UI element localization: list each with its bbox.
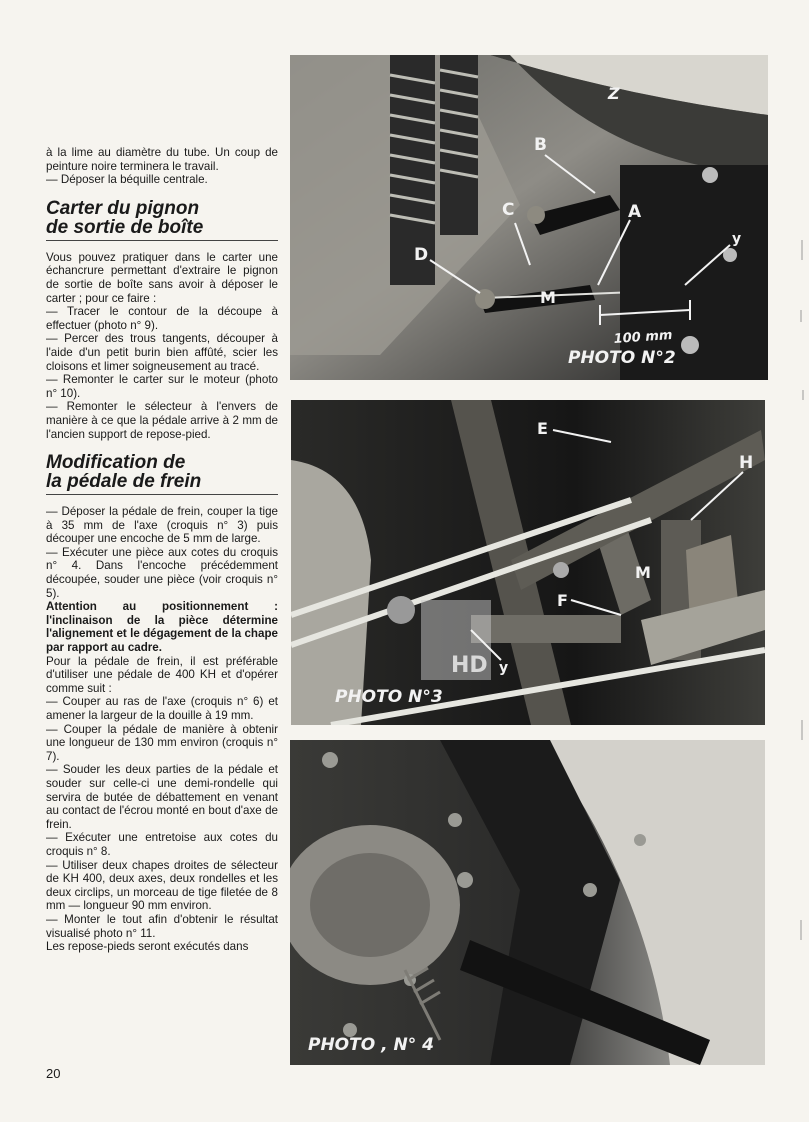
body-paragraph: — Couper la pédale de manière à obtenir une longueur de 130 mm environ (croquis n° 7).	[46, 722, 278, 763]
section-heading-line: la pédale de frein	[46, 471, 202, 493]
body-paragraph: Pour la pédale de frein, il est préférable d'utiliser une pédale de 400 KH et d'opérer comme suit :	[46, 654, 278, 695]
body-paragraph: — Exécuter une pièce aux cotes du croquis n° 4. Dans l'encoche précédemment découpée, souder une pièce (voir croquis n° 5).	[46, 545, 278, 600]
photo-caption: PHOTO N°3	[335, 687, 443, 707]
body-paragraph: — Percer des trous tangents, découper à l'aide d'un petit burin bien affûté, scier les cloisons et limer soigneusement au tracé.	[46, 332, 278, 373]
section-heading-line: Carter du pignon	[46, 197, 200, 219]
photo-label: y	[499, 660, 509, 676]
photo-label: E	[537, 419, 548, 438]
photo-label: H	[739, 453, 754, 473]
photo-3-illustration	[291, 400, 765, 725]
article-text-column	[46, 146, 278, 954]
photo-label: y	[732, 231, 742, 247]
photo-label: F	[557, 591, 568, 610]
section-heading-line: Modification de	[46, 452, 186, 474]
photo-label: C	[502, 200, 515, 220]
photo-2-illustration	[290, 55, 768, 380]
page-edge-marks	[796, 60, 806, 1060]
body-paragraph: — Utiliser deux chapes droites de sélecteur de KH 400, deux axes, deux rondelles et les deux circlips, un morceau de tige filetée de 8 mm — longueur 90 mm environ.	[46, 858, 278, 913]
photo-4	[290, 740, 765, 1065]
photo-2	[290, 55, 768, 380]
section-heading-line: de sortie de boîte	[46, 216, 204, 238]
photo-3	[291, 400, 765, 725]
photo-label: B	[534, 135, 547, 155]
measure-label: 100 mm	[613, 327, 673, 347]
intro-paragraph: à la lime au diamètre du tube. Un coup de peinture noire terminera le travail.	[46, 146, 278, 173]
body-paragraph: — Tracer le contour de la découpe à effectuer (photo n° 9).	[46, 305, 278, 332]
page-number: 20	[46, 1066, 61, 1081]
watermark-text: HD	[451, 653, 488, 678]
body-paragraph: — Monter le tout afin d'obtenir le résultat visualisé photo n° 11.	[46, 912, 278, 940]
body-paragraph: — Remonter le carter sur le moteur (photo n° 10).	[46, 373, 278, 400]
intro-paragraph: — Déposer la béquille centrale.	[46, 173, 208, 187]
badge-text: Z	[608, 84, 620, 103]
body-paragraph: — Couper au ras de l'axe (croquis n° 6) et amener la largeur de la douille à 19 mm.	[46, 695, 278, 722]
photo-label: M	[540, 288, 556, 307]
photo-4-illustration	[290, 740, 765, 1065]
body-paragraph: — Remonter le sélecteur à l'envers de manière à ce que la pédale arrive à 2 mm de l'ancien support de repose-pied.	[46, 400, 278, 441]
body-paragraph: — Exécuter une entretoise aux cotes du croquis n° 8.	[46, 831, 278, 858]
photo-label: A	[628, 202, 642, 222]
body-paragraph: — Souder les deux parties de la pédale et souder sur celle-ci une demi-rondelle qui servira de butée de débattement en venant au contact de l'écrou monté en bout d'axe de frein.	[46, 763, 278, 831]
body-paragraph: — Déposer la pédale de frein, couper la tige à 35 mm de l'axe (croquis n° 3) puis découper une encoche de 5 mm de large.	[46, 505, 278, 546]
section-heading-carter	[46, 199, 278, 241]
photo-label: M	[635, 563, 651, 582]
photo-caption: PHOTO N°2	[568, 348, 676, 368]
photo-label: D	[414, 245, 429, 265]
body-paragraph: Vous pouvez pratiquer dans le carter une échancrure permettant d'extraire le pignon de sortie de boîte sans avoir à déposer le carter ; pour ce faire :	[46, 250, 278, 305]
section-heading-pedale	[46, 453, 278, 495]
photo-caption: PHOTO , N° 4	[308, 1035, 434, 1055]
warning-paragraph: Attention au positionnement : l'inclinaison de la pièce détermine l'alignement et le dégagement de la chape par rapport au cadre.	[46, 600, 278, 655]
body-paragraph: Les repose-pieds seront exécutés dans	[46, 940, 249, 954]
